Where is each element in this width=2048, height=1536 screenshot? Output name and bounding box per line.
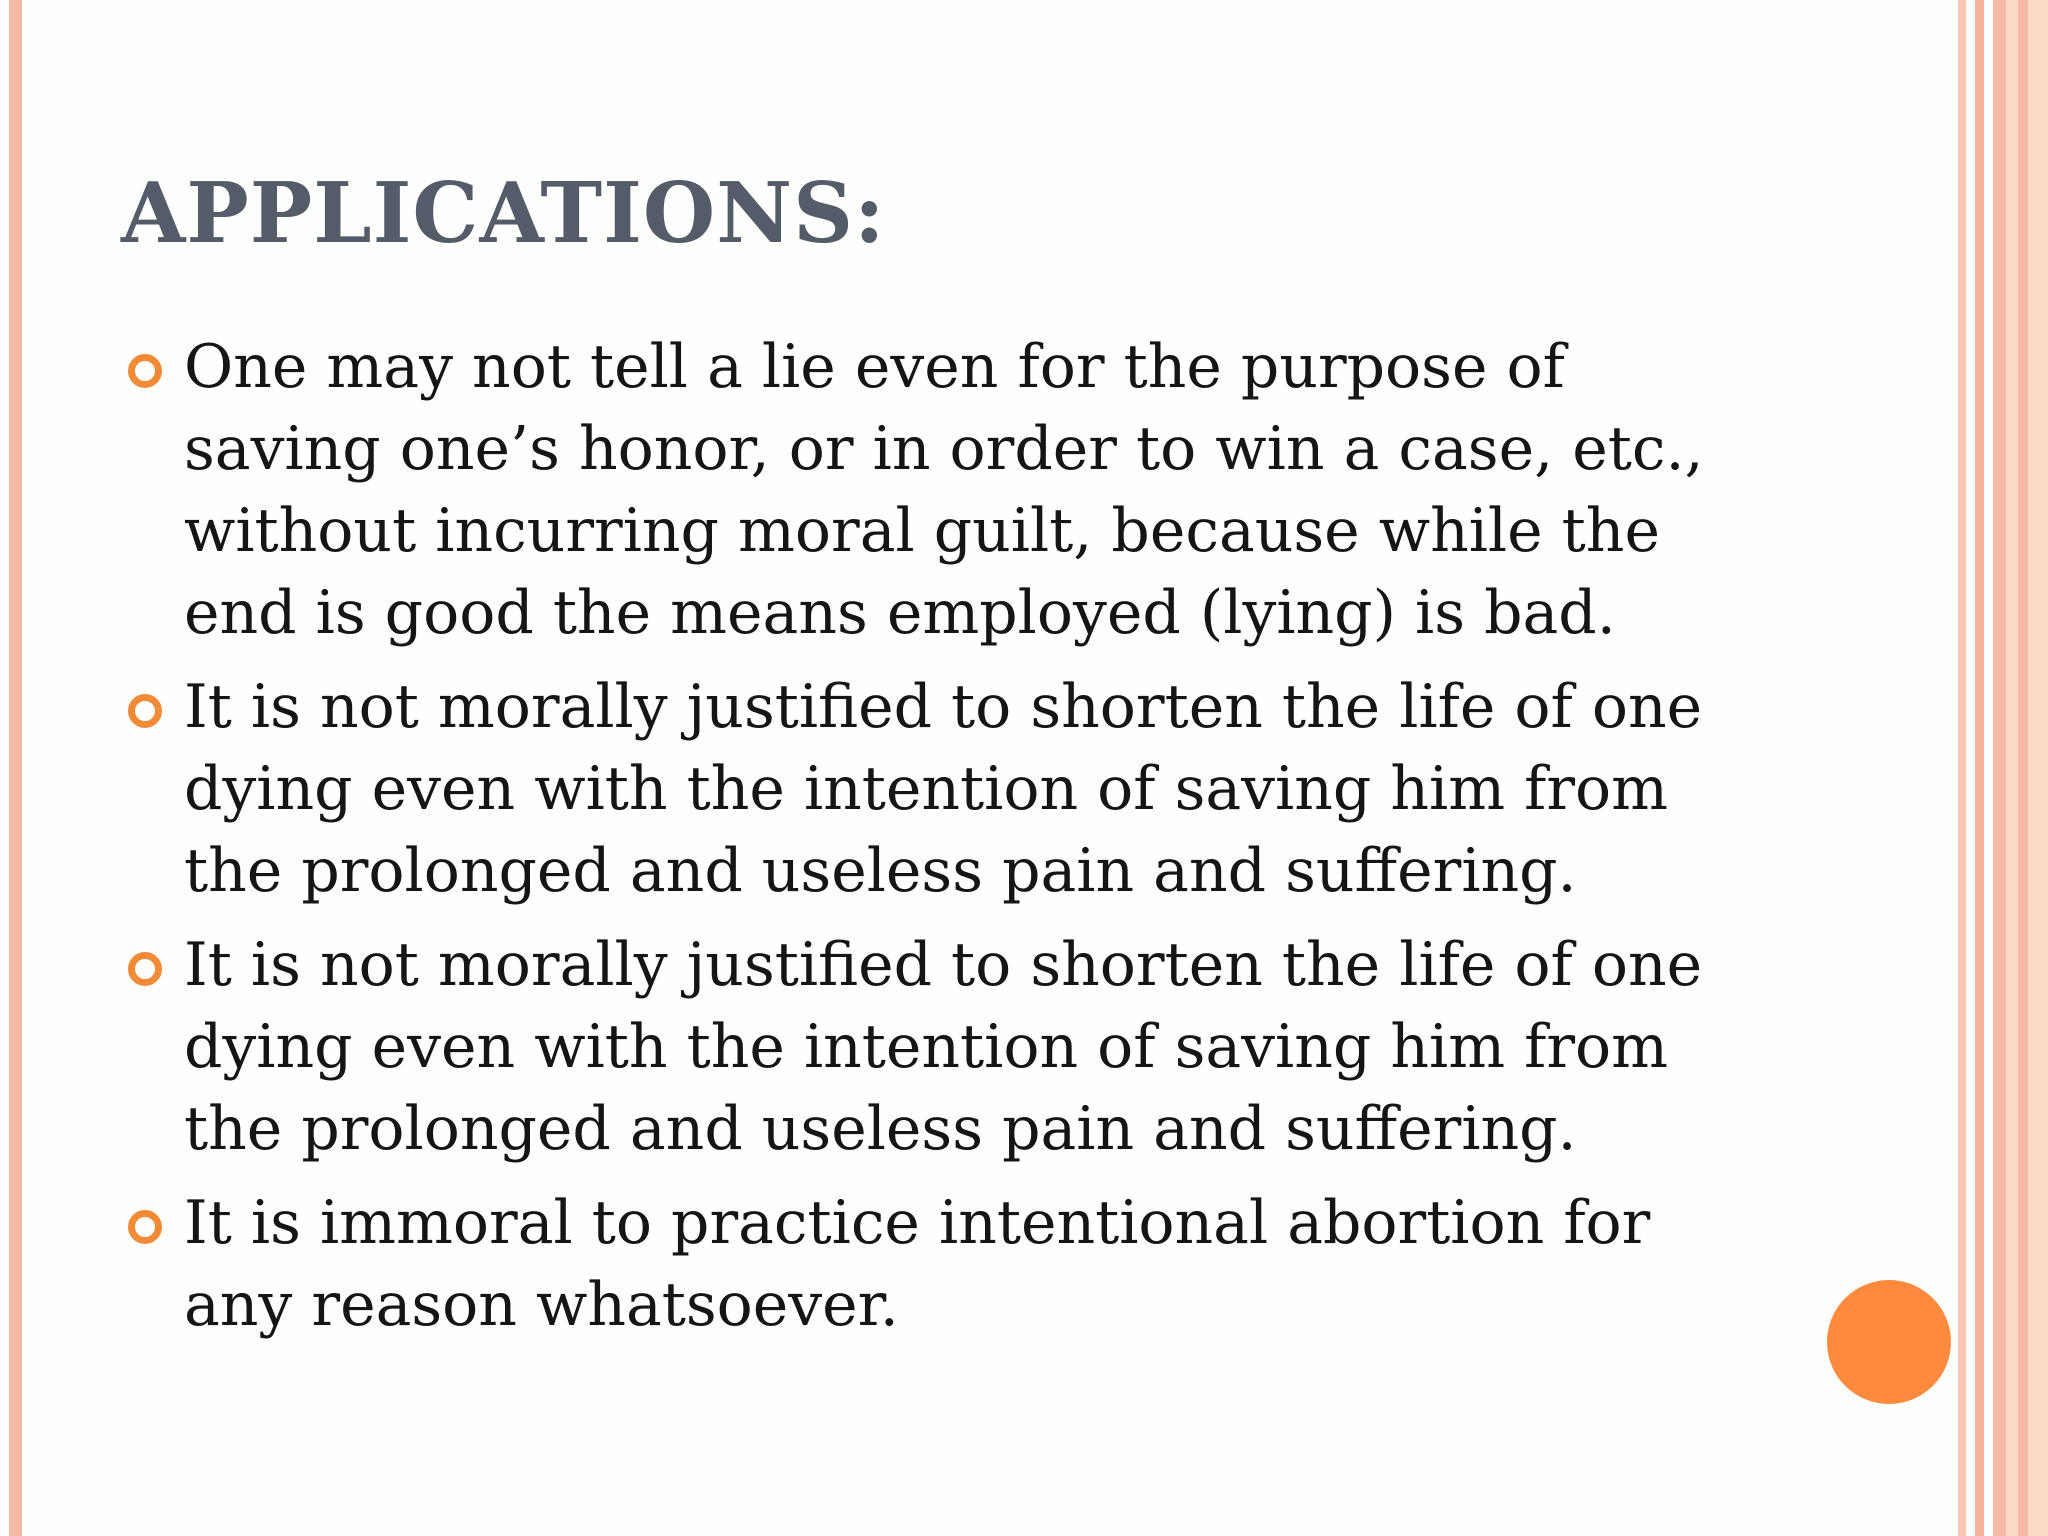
bullet-item: [126, 666, 1746, 912]
bullet-item: [126, 924, 1746, 1170]
right-border-stripe: [2018, 0, 2028, 1536]
right-border-stripe: [1958, 0, 1966, 1536]
bullet-item: [126, 326, 1746, 654]
right-border-stripe: [2006, 0, 2018, 1536]
left-border-stripe: [9, 0, 22, 1536]
bullet-text: It is not morally justified to shorten the life of one dying even with the intention of saving him from the prolonged and useless pain and suffering.: [184, 930, 1703, 1164]
bullet-list: [126, 326, 1746, 1358]
bullet-circle-icon: [128, 952, 162, 986]
bullet-text: It is immoral to practice intentional abortion for any reason whatsoever.: [184, 1188, 1651, 1340]
right-border-stripe: [1975, 0, 1984, 1536]
right-border-stripe: [2028, 0, 2048, 1536]
bullet-circle-icon: [128, 354, 162, 388]
right-border-stripe: [1993, 0, 2006, 1536]
orange-circle-decoration-icon: [1827, 1280, 1951, 1404]
bullet-circle-icon: [128, 1210, 162, 1244]
bullet-circle-icon: [128, 694, 162, 728]
bullet-item: [126, 1182, 1746, 1346]
slide-title: APPLICATIONS:: [121, 164, 886, 262]
bullet-text: One may not tell a lie even for the purpose of saving one’s honor, or in order to win a case, etc., without incurring moral guilt, because while the end is good the means employed (lying) is bad.: [184, 332, 1704, 648]
bullet-text: It is not morally justified to shorten the life of one dying even with the intention of saving him from the prolonged and useless pain and suffering.: [184, 672, 1703, 906]
